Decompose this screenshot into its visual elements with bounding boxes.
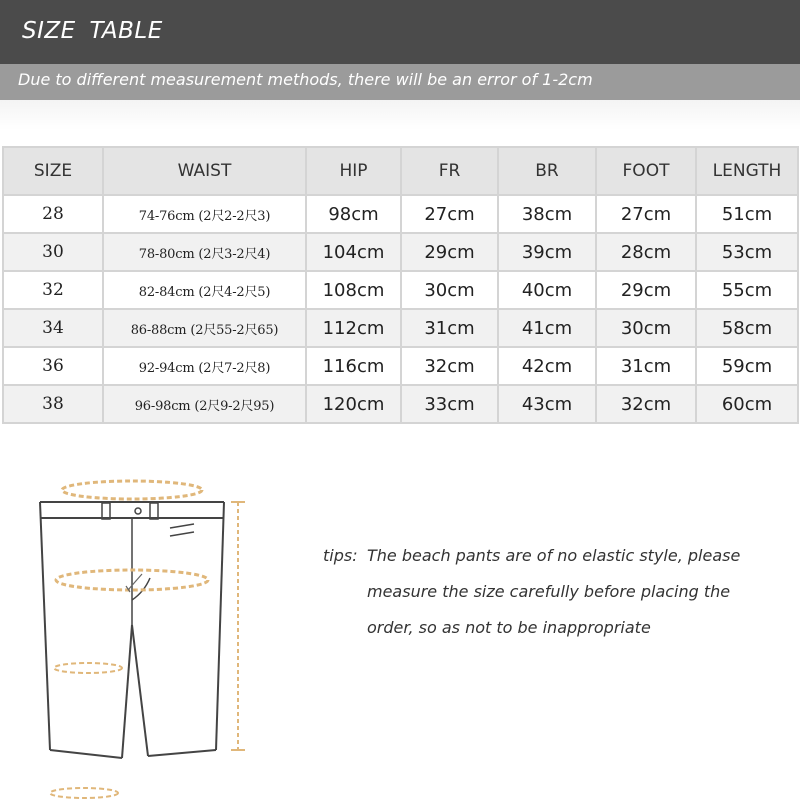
length-cell: 59cm <box>696 347 798 385</box>
br-cell: 38cm <box>498 195 596 233</box>
size-cell: 38 <box>3 385 103 423</box>
br-cell: 39cm <box>498 233 596 271</box>
waist-cell: 96-98cm (2尺9-2尺95) <box>103 385 306 423</box>
column-header-size: SIZE <box>3 147 103 195</box>
page-title: SIZE TABLE <box>22 18 163 44</box>
table-row <box>3 385 798 423</box>
size-table <box>2 146 799 424</box>
br-cell: 41cm <box>498 309 596 347</box>
hip-cell: 112cm <box>306 309 401 347</box>
foot-cell: 28cm <box>596 233 696 271</box>
length-cell: 53cm <box>696 233 798 271</box>
size-cell: 34 <box>3 309 103 347</box>
thigh-measure-line <box>54 663 122 673</box>
measurement-lines <box>50 481 208 798</box>
column-header-br: BR <box>498 147 596 195</box>
fr-cell: 32cm <box>401 347 498 385</box>
hip-cell: 116cm <box>306 347 401 385</box>
tips-label: tips: <box>323 546 358 565</box>
pants-outline <box>40 502 224 758</box>
measurement-note: Due to different measurement methods, there will be an error of 1-2cm <box>18 70 593 89</box>
hip-cell: 108cm <box>306 271 401 309</box>
hip-cell: 98cm <box>306 195 401 233</box>
table-row <box>3 347 798 385</box>
waist-cell: 82-84cm (2尺4-2尺5) <box>103 271 306 309</box>
hip-cell: 120cm <box>306 385 401 423</box>
waist-cell: 78-80cm (2尺3-2尺4) <box>103 233 306 271</box>
length-cell: 55cm <box>696 271 798 309</box>
column-header-foot: FOOT <box>596 147 696 195</box>
fr-cell: 27cm <box>401 195 498 233</box>
fr-cell: 29cm <box>401 233 498 271</box>
br-cell: 40cm <box>498 271 596 309</box>
br-cell: 42cm <box>498 347 596 385</box>
divider-band <box>0 100 800 130</box>
waist-cell: 92-94cm (2尺7-2尺8) <box>103 347 306 385</box>
fr-cell: 30cm <box>401 271 498 309</box>
column-header-length: LENGTH <box>696 147 798 195</box>
tips-line: The beach pants are of no elastic style, please <box>367 546 741 565</box>
foot-cell: 29cm <box>596 271 696 309</box>
waist-measure-line <box>62 481 202 499</box>
fr-cell: 31cm <box>401 309 498 347</box>
hip-cell: 104cm <box>306 233 401 271</box>
size-cell: 36 <box>3 347 103 385</box>
waist-cell: 74-76cm (2尺2-2尺3) <box>103 195 306 233</box>
length-cell: 58cm <box>696 309 798 347</box>
table-row <box>3 309 798 347</box>
foot-cell: 31cm <box>596 347 696 385</box>
table-row <box>3 195 798 233</box>
length-cell: 51cm <box>696 195 798 233</box>
measurement-note-bar <box>0 64 800 100</box>
foot-cell: 32cm <box>596 385 696 423</box>
waist-cell: 86-88cm (2尺55-2尺65) <box>103 309 306 347</box>
tips-line: order, so as not to be inappropriate <box>367 618 651 637</box>
size-cell: 28 <box>3 195 103 233</box>
column-header-waist: WAIST <box>103 147 306 195</box>
size-cell: 32 <box>3 271 103 309</box>
foot-cell: 30cm <box>596 309 696 347</box>
foot-measure-line <box>50 788 118 798</box>
length-measure-line <box>231 502 245 750</box>
column-header-hip: HIP <box>306 147 401 195</box>
br-cell: 43cm <box>498 385 596 423</box>
table-row <box>3 271 798 309</box>
table-row <box>3 233 798 271</box>
size-cell: 30 <box>3 233 103 271</box>
length-cell: 60cm <box>696 385 798 423</box>
column-header-fr: FR <box>401 147 498 195</box>
fr-cell: 33cm <box>401 385 498 423</box>
pants-measurement-diagram <box>38 450 290 800</box>
tips-line: measure the size carefully before placing the <box>367 582 731 601</box>
header-bar <box>0 0 800 64</box>
table-header-row <box>3 147 798 195</box>
foot-cell: 27cm <box>596 195 696 233</box>
